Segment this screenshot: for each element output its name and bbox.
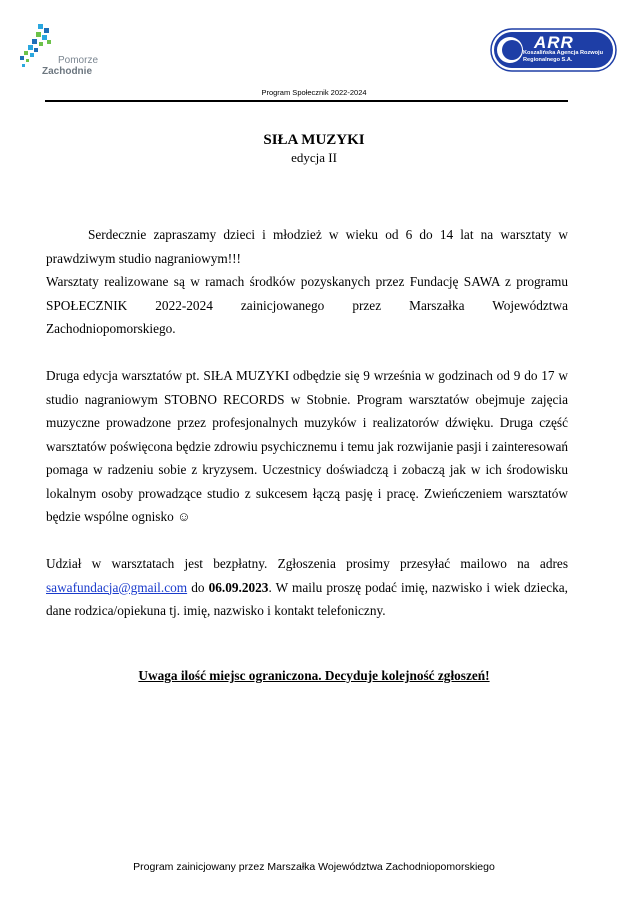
spacer	[46, 529, 568, 553]
registration-requirements: . W mailu proszę podać imię, nazwisko i wiek dziecka, dane rodzica/opiekuna tj. imię, nazwisko i kontakt telefoniczny.	[46, 579, 569, 618]
logo-left-line2: Zachodnie	[42, 66, 93, 77]
program-header: Program Społecznik 2022-2024	[261, 88, 367, 97]
arr-name: ARR	[534, 33, 574, 52]
registration-do: do	[191, 579, 205, 595]
logo-left-line1: Pomorze	[58, 55, 99, 66]
pomorze-zachodnie-logo	[16, 22, 126, 82]
header-divider	[45, 100, 568, 102]
arr-subtitle: Koszalińska Agencja Rozwoju Regionalnego S.A.	[523, 50, 603, 63]
registration-intro: Udział w warsztatach jest bezpłatny. Zgłoszenia prosimy przesyłać mailowo na adres	[46, 556, 568, 571]
paragraph-details: Druga edycja warsztatów pt. SIŁA MUZYKI odbędzie się 9 września w godzinach od 9 do 17 w studio nagraniowym STOBNO RECORDS w Stobnie. Program warsztatów obejmuje zajęcia muzyczne prowadzone przez profesjonalnych muzyków i realizatorów dźwięku. Druga część warsztatów poświęcona będzie zdrowiu psychicznemu i temu jak rozwijanie pasji i zainteresowań pomaga w radzeniu sobie z kryzysem. Uczestnicy doświadczą i zobaczą jak w ich środowisku lokalnym osoby prowadzące studio z sukcesem łączą pasję i pracę. Zwieńczeniem warsztatów będzie wspólne ognisko ☺	[46, 368, 568, 524]
limited-places-warning: Uwaga ilość miejsc ograniczona. Decyduje kolejność zgłoszeń!	[138, 668, 490, 683]
arr-logo	[490, 28, 617, 72]
registration-deadline: 06.09.2023	[208, 579, 269, 595]
paragraph-registration	[46, 552, 568, 623]
paragraph-funding: Warsztaty realizowane są w ramach środków pozyskanych przez Fundację SAWA z programu SPOŁECZNIK 2022-2024 zainicjowanego przez Marszałka Województwa Zachodniopomorskiego.	[46, 274, 568, 336]
email-link[interactable]: sawafundacja@gmail.com	[46, 579, 188, 595]
document-body	[46, 223, 568, 623]
spacer	[46, 341, 568, 365]
footer-note: Program zainicjowany przez Marszałka Województwa Zachodniopomorskiego	[133, 861, 495, 873]
paragraph-invitation: Serdecznie zapraszamy dzieci i młodzież w wieku od 6 do 14 lat na warsztaty w prawdziwym studio nagraniowym!!!	[46, 227, 568, 266]
document-title: SIŁA MUZYKI	[263, 132, 365, 148]
document-edition: edycja II	[291, 150, 337, 165]
